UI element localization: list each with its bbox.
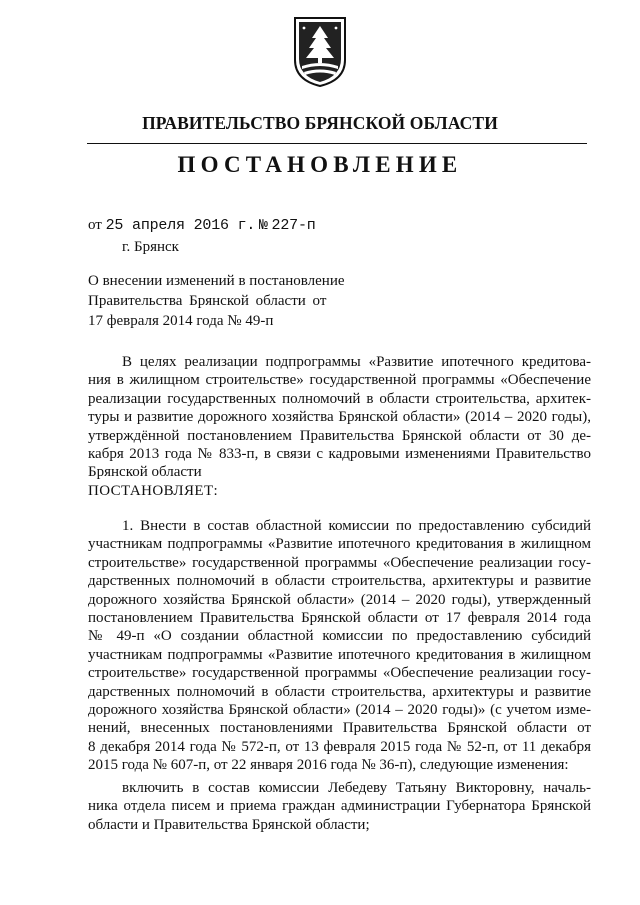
text-line: дорожного хозяйства Брянской области» (2014 – 2020 годы), утвержденный (88, 591, 591, 608)
text-line: № 49-п «О создании областной комиссии по предоставлению субсидий (88, 628, 591, 645)
coat-of-arms-emblem (292, 16, 348, 88)
text-line: туры и развитие дорожного хозяйства Брянской области» (2014 – 2020 годы), (88, 409, 591, 426)
text-line: нений, внесенных постановлениями Правительства Брянской области от (88, 720, 591, 737)
document-number: 227-п (271, 217, 316, 234)
include-paragraph (88, 779, 591, 834)
text-line: ния в жилищном строительстве» государственной программы «Обеспечение (88, 372, 591, 389)
text-line: дарственных полномочий в области строительства, архитектуры и развитие (88, 573, 591, 590)
document-subject (88, 271, 348, 331)
subject-line: Правительства Брянской области от (88, 293, 327, 309)
from-label: от (88, 217, 102, 233)
subject-line: 17 февраля 2014 года № 49-п (88, 313, 274, 329)
text-line: кабря 2013 года № 833-п, в связи с кадровыми изменениями Правительство (88, 446, 591, 463)
city-name: г. Брянск (122, 239, 179, 255)
text-line: В целях реализации подпрограммы «Развитие ипотечного кредитова- (122, 354, 591, 370)
text-line: строительстве» государственной программы «Обеспечение реализации госу- (88, 665, 591, 682)
date-number-line (88, 217, 316, 234)
document-type-title: ПОСТАНОВЛЕНИЕ (177, 152, 463, 177)
text-line: строительстве» государственной программы «Обеспечение реализации госу- (88, 554, 591, 571)
text-line: 2015 года № 607-п, от 22 января 2016 года № 36-п), следующие изменения: (88, 757, 569, 774)
text-line: 1. Внести в состав областной комиссии по предоставлению субсидий (122, 518, 591, 534)
text-line: дорожного хозяйства Брянской области» (2014 – 2020 годы)» (с учетом изме- (88, 702, 591, 719)
item-1-paragraph (88, 517, 591, 775)
subject-line: О внесении изменений в постановление (88, 273, 345, 289)
text-line: дарственных полномочий в области строительства, архитектуры и развитие (88, 683, 591, 700)
header-divider (87, 143, 587, 144)
text-line: области и Правительства Брянской области; (88, 816, 370, 833)
text-line: участникам подпрограммы «Развитие ипотечного кредитования в жилищном (88, 646, 591, 663)
text-line: реализации государственных полномочий в области строительства, архитек- (88, 390, 591, 407)
resolves-heading: ПОСТАНОВЛЯЕТ: (88, 483, 219, 499)
text-line: участникам подпрограммы «Развитие ипотечного кредитования в жилищном (88, 536, 591, 553)
government-name: ПРАВИТЕЛЬСТВО БРЯНСКОЙ ОБЛАСТИ (142, 113, 498, 133)
preamble-paragraph (88, 353, 591, 482)
text-line: включить в состав комиссии Лебедеву Татьяну Викторовну, началь- (122, 780, 591, 796)
number-sign: № (258, 217, 268, 234)
text-line: ника отдела писем и приема граждан администрации Губернатора Брянской (88, 798, 591, 815)
text-line: Брянской области (88, 464, 202, 481)
text-line: утверждённой постановлением Правительства Брянской области от 30 де- (88, 427, 591, 444)
text-line: 8 декабря 2014 года № 572-п, от 13 февраля 2015 года № 52-п, от 11 декабря (88, 738, 591, 755)
document-date: 25 апреля 2016 г. (105, 217, 256, 234)
text-line: постановлением Правительства Брянской области от 17 февраля 2014 года (88, 610, 591, 627)
